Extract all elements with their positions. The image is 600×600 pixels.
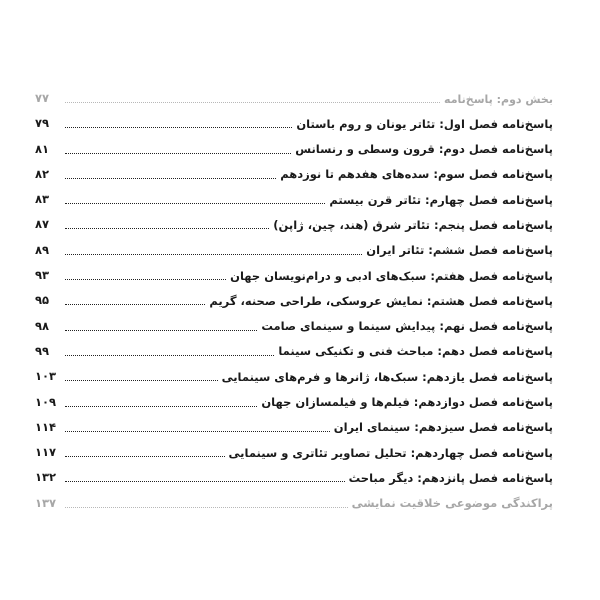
dot-leader <box>65 406 257 407</box>
toc-page-number: ۱۳۷ <box>35 495 57 510</box>
toc-page-number: ۹۳ <box>35 268 50 283</box>
toc-entry[interactable] <box>35 462 553 487</box>
toc-entry[interactable] <box>35 184 553 209</box>
toc-entries-list <box>35 108 553 487</box>
toc-entry[interactable] <box>35 108 553 133</box>
toc-entry-title: پراکندگی موضوعی خلاقیت نمایشی <box>351 496 553 511</box>
toc-entry[interactable] <box>35 133 553 158</box>
toc-entry-title: پاسخ‌نامه فصل ششم: تئاتر ایران <box>366 243 553 258</box>
toc-entry[interactable] <box>35 260 553 285</box>
toc-entry-title: پاسخ‌نامه فصل اول: تئاتر یونان و روم باستان <box>296 116 553 131</box>
toc-page-number: ۸۹ <box>35 242 50 257</box>
toc-entry[interactable] <box>35 209 553 234</box>
dot-leader <box>65 228 269 229</box>
dot-leader <box>65 330 257 331</box>
toc-section-header[interactable] <box>35 88 553 108</box>
toc-entry[interactable] <box>35 412 553 437</box>
dot-leader <box>65 127 292 128</box>
toc-page-number: ۸۱ <box>35 141 50 156</box>
toc-page-number: ۸۳ <box>35 192 50 207</box>
toc-entry-title: پاسخ‌نامه فصل هشتم: نمایش عروسکی، طراحی صحنه، گریم <box>209 293 553 308</box>
dot-leader <box>65 456 225 457</box>
toc-page-number: ۱۰۳ <box>35 369 57 384</box>
dot-leader <box>65 153 291 154</box>
toc-entry-title: پاسخ‌نامه فصل سیزدهم: سینمای ایران <box>333 420 553 435</box>
toc-entry[interactable] <box>35 159 553 184</box>
toc-entry-title: پاسخ‌نامه فصل دوازدهم: فیلم‌ها و فیلمسازان جهان <box>261 395 553 410</box>
toc-entry-title: پاسخ‌نامه فصل چهاردهم: تحلیل تصاویر تئاتری و سینمایی <box>228 445 553 460</box>
table-of-contents <box>35 88 553 513</box>
toc-entry-title: پاسخ‌نامه فصل هفتم: سبک‌های ادبی و درام‌نویسان جهان <box>230 268 553 283</box>
toc-entry[interactable] <box>35 285 553 310</box>
toc-page-number: ۸۷ <box>35 217 50 232</box>
dot-leader <box>65 254 362 255</box>
dot-leader <box>65 279 226 280</box>
toc-entry-title: پاسخ‌نامه فصل دوم: قرون وسطی و رنسانس <box>295 142 553 157</box>
toc-page-number: ۱۰۹ <box>35 394 57 409</box>
dot-leader <box>65 304 205 305</box>
toc-entry[interactable] <box>35 437 553 462</box>
toc-entry-title: پاسخ‌نامه فصل پانزدهم: دیگر مباحث <box>348 470 553 485</box>
dot-leader <box>65 507 348 508</box>
toc-entry[interactable] <box>35 361 553 386</box>
toc-entry-title: پاسخ‌نامه فصل نهم: پیدایش سینما و سینمای صامت <box>261 319 553 334</box>
toc-entry-title: پاسخ‌نامه فصل چهارم: تئاتر قرن بیستم <box>329 192 553 207</box>
toc-entry-title: پاسخ‌نامه فصل یازدهم: سبک‌ها، ژانرها و فرم‌های سینمایی <box>221 369 553 384</box>
dot-leader <box>65 178 276 179</box>
toc-entry-title: پاسخ‌نامه فصل دهم: مباحث فنی و تکنیکی سینما <box>278 344 553 359</box>
toc-page-number: ۷۹ <box>35 116 50 131</box>
dot-leader <box>65 203 325 204</box>
dot-leader <box>65 481 345 482</box>
dot-leader <box>65 102 440 103</box>
toc-entry[interactable] <box>35 336 553 361</box>
toc-entry[interactable] <box>35 234 553 259</box>
dot-leader <box>65 380 218 381</box>
dot-leader <box>65 355 274 356</box>
toc-entry-title: پاسخ‌نامه فصل سوم: سده‌های هفدهم تا نوزدهم <box>280 167 553 182</box>
toc-entry[interactable] <box>35 310 553 335</box>
toc-page-number: ۱۱۷ <box>35 445 57 460</box>
dot-leader <box>65 431 330 432</box>
toc-page-number: ۸۲ <box>35 166 50 181</box>
toc-entry-title: بخش دوم: پاسخ‌نامه <box>444 93 553 106</box>
toc-page-number: ۹۵ <box>35 293 50 308</box>
toc-page-number: ۹۸ <box>35 318 50 333</box>
toc-entry-title: پاسخ‌نامه فصل پنجم: تئاتر شرق (هند، چین، ژاپن) <box>273 217 553 232</box>
toc-page-number: ۱۱۴ <box>35 419 57 434</box>
toc-entry[interactable] <box>35 386 553 411</box>
toc-footer-entry[interactable] <box>35 487 553 512</box>
toc-page-number: ۹۹ <box>35 343 50 358</box>
toc-page-number: ۷۷ <box>35 91 50 105</box>
toc-page-number: ۱۳۲ <box>35 470 57 485</box>
